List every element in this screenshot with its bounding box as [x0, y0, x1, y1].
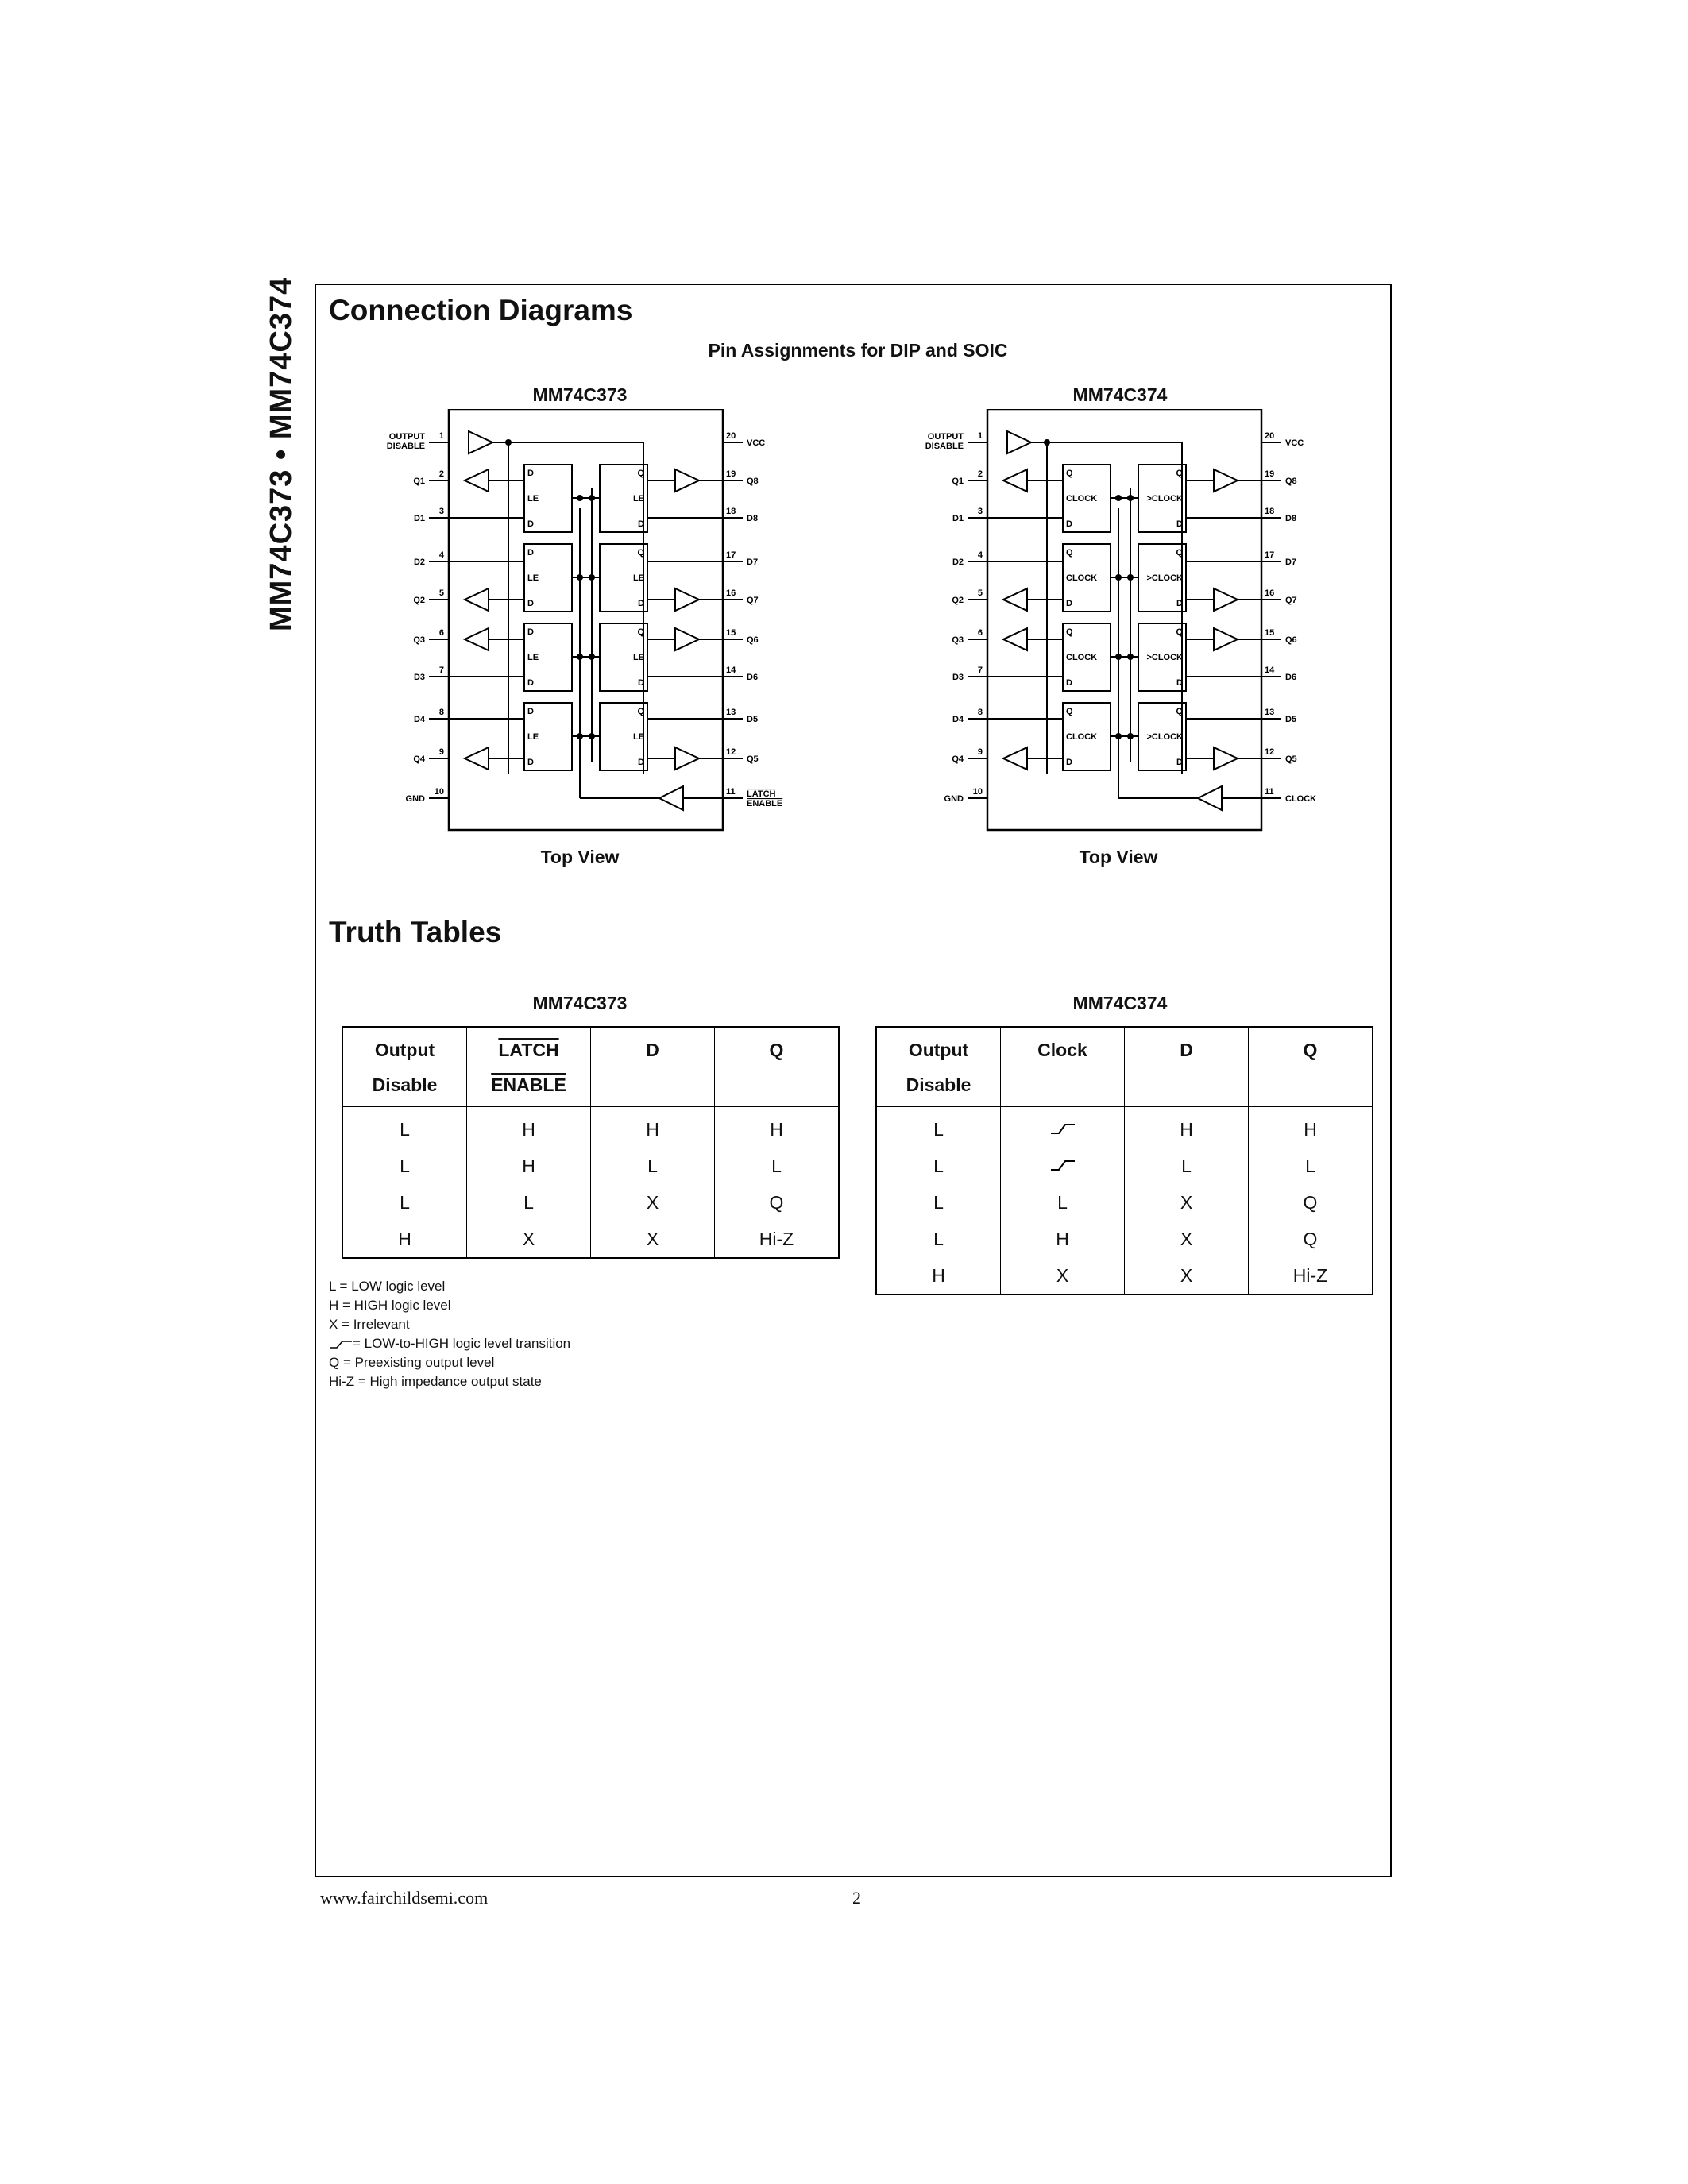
diagram-374-view-label: Top View: [1079, 847, 1158, 867]
pin-label: D3: [952, 673, 964, 682]
table-374-title: MM74C374: [1072, 993, 1168, 1013]
pinout-diagram-mm74c373: [373, 409, 818, 842]
pin-number: 2: [977, 469, 983, 479]
pin-label: D3: [413, 673, 425, 682]
footer-page-number: 2: [852, 1888, 861, 1908]
cell-label: D: [527, 707, 534, 716]
pin-number: 17: [726, 550, 736, 560]
output-buffer-symbol: [465, 588, 489, 611]
pin-number: 14: [1265, 666, 1275, 675]
table-row: L H H: [876, 1106, 1373, 1148]
pin-label: Q7: [1285, 596, 1297, 605]
output-buffer-symbol: [465, 628, 489, 650]
output-buffer-symbol: [1003, 628, 1027, 650]
pin-label: Q6: [747, 635, 759, 645]
rising-edge-icon: [1001, 1106, 1125, 1148]
table-row: H X X Hi-Z: [876, 1257, 1373, 1295]
pin-number: 10: [434, 787, 444, 797]
junction-dot: [1115, 495, 1122, 501]
pin-number: 20: [1265, 431, 1275, 441]
output-buffer-symbol: [675, 747, 699, 770]
legend-item: L = LOW logic level: [329, 1279, 446, 1294]
table-header-row: [876, 1027, 1373, 1106]
pin-label: Q3: [413, 635, 425, 645]
table-header-row: [342, 1027, 839, 1106]
cell-label: D: [1176, 519, 1183, 529]
pin-label: DISABLE: [386, 442, 425, 451]
legend-item: Hi-Z = High impedance output state: [329, 1374, 542, 1389]
pin-number: 6: [977, 628, 983, 638]
pin-number: 15: [1265, 628, 1275, 638]
junction-dot: [577, 654, 583, 660]
pin-number: 16: [726, 588, 736, 598]
cell-label: >CLOCK: [1146, 573, 1183, 583]
table-row: L H H H: [342, 1106, 839, 1148]
pin-number: 16: [1265, 588, 1275, 598]
heading-truth-tables: Truth Tables: [329, 916, 502, 948]
diagram-374-title: MM74C374: [1072, 384, 1168, 405]
output-buffer-symbol: [1214, 588, 1238, 611]
cell-label: D: [527, 599, 534, 608]
header-d: D: [591, 1027, 715, 1106]
cell-label: Q: [1066, 707, 1073, 716]
junction-dot: [577, 574, 583, 581]
pin-number: 11: [1265, 787, 1274, 797]
header-output-disable: Output Disable: [342, 1027, 467, 1106]
pin-label: Q6: [1285, 635, 1297, 645]
pin-number: 12: [726, 747, 736, 757]
output-buffer-symbol: [1214, 747, 1238, 770]
cell-label: CLOCK: [1066, 653, 1098, 662]
pin-number: 2: [438, 469, 444, 479]
pinout-diagram-mm74c374: [912, 409, 1357, 842]
legend-item: X = Irrelevant: [329, 1317, 410, 1332]
pin-number: 7: [438, 666, 444, 675]
output-buffer-symbol: [1003, 588, 1027, 611]
diagram-373-title: MM74C373: [532, 384, 628, 405]
pin-number: 13: [1265, 708, 1275, 717]
pin-number: 18: [1265, 507, 1275, 516]
heading-connection-diagrams: Connection Diagrams: [329, 294, 633, 326]
cell-label: LE: [632, 732, 644, 742]
pin-number: 6: [438, 628, 444, 638]
pin-label: D7: [1285, 558, 1297, 567]
buffer-symbol: [659, 786, 683, 810]
cell-label: D: [1066, 758, 1072, 767]
pin-number: 15: [726, 628, 736, 638]
pin-label: Q2: [413, 596, 425, 605]
cell-label: D: [638, 758, 644, 767]
pin-label: GND: [405, 794, 425, 804]
pin-label: Q5: [1285, 754, 1297, 764]
pin-number: 1: [438, 431, 444, 441]
cell-label: D: [527, 758, 534, 767]
cell-label: LE: [632, 653, 644, 662]
pin-number: 20: [726, 431, 736, 441]
header-d: D: [1125, 1027, 1249, 1106]
pin-number: 19: [1265, 469, 1275, 479]
pin-label: D1: [952, 514, 964, 523]
pin-number: 4: [977, 550, 983, 560]
cell-label: D: [527, 548, 534, 558]
table-row: L L X Q: [342, 1184, 839, 1221]
truth-table-legend: [329, 1277, 570, 1391]
cell-label: CLOCK: [1066, 494, 1098, 504]
cell-label: LE: [527, 573, 539, 583]
pin-label: D2: [952, 558, 964, 567]
cell-label: CLOCK: [1066, 573, 1098, 583]
pin-label: D4: [413, 715, 425, 724]
truth-table-mm74c373: [342, 1026, 840, 1259]
cell-label: D: [1176, 758, 1183, 767]
pin-label: Q4: [413, 754, 425, 764]
pin-number: 5: [438, 588, 444, 598]
cell-label: D: [527, 519, 534, 529]
output-buffer-symbol: [1214, 628, 1238, 650]
header-clock: Clock: [1001, 1027, 1125, 1106]
pin-number: 12: [1265, 747, 1275, 757]
pin-label: CLOCK: [1285, 794, 1317, 804]
pin-number: 14: [726, 666, 736, 675]
cell-label: D: [527, 627, 534, 637]
table-row: H X X Hi-Z: [342, 1221, 839, 1258]
pin-number: 7: [977, 666, 983, 675]
pin-label: Q8: [747, 477, 759, 486]
cell-label: Q: [1066, 469, 1073, 478]
pin-number: 17: [1265, 550, 1275, 560]
legend-item: = LOW-to-HIGH logic level transition: [329, 1334, 570, 1353]
pin-label: LATCH: [747, 789, 776, 799]
cell-label: D: [638, 519, 644, 529]
pin-label: Q5: [747, 754, 759, 764]
cell-label: >CLOCK: [1146, 494, 1183, 504]
cell-label: Q: [637, 469, 644, 478]
output-buffer-symbol: [465, 747, 489, 770]
side-part-title: MM74C373 • MM74C374: [265, 276, 298, 631]
output-buffer-symbol: [465, 469, 489, 492]
junction-dot: [1115, 733, 1122, 739]
header-latch-enable: LATCH ENABLE: [467, 1027, 591, 1106]
pin-label: Q2: [952, 596, 964, 605]
cell-label: >CLOCK: [1146, 653, 1183, 662]
pin-number: 4: [438, 550, 444, 560]
rising-edge-icon: [1001, 1148, 1125, 1184]
output-buffer-symbol: [1003, 747, 1027, 770]
cell-label: D: [1066, 678, 1072, 688]
buffer-symbol: [1198, 786, 1222, 810]
cell-label: Q: [1176, 548, 1183, 558]
output-buffer-symbol: [675, 628, 699, 650]
cell-label: >CLOCK: [1146, 732, 1183, 742]
pin-label: D6: [1285, 673, 1297, 682]
legend-item: Q = Preexisting output level: [329, 1355, 495, 1370]
pin-number: 10: [972, 787, 983, 797]
cell-label: LE: [632, 494, 644, 504]
pin-label: Q7: [747, 596, 759, 605]
pin-number: 1: [977, 431, 983, 441]
pin-label: D5: [1285, 715, 1297, 724]
cell-label: Q: [637, 707, 644, 716]
cell-label: LE: [527, 494, 539, 504]
pin-label: OUTPUT: [388, 432, 425, 442]
pin-number: 13: [726, 708, 736, 717]
pin-number: 19: [726, 469, 736, 479]
buffer-symbol: [469, 431, 492, 453]
cell-label: Q: [1066, 627, 1073, 637]
pin-label: D7: [747, 558, 759, 567]
pin-number: 5: [977, 588, 983, 598]
pin-label: VCC: [1285, 438, 1304, 448]
junction-dot: [1115, 574, 1122, 581]
pin-number: 8: [977, 708, 983, 717]
pin-label: Q8: [1285, 477, 1297, 486]
pin-number: 8: [438, 708, 444, 717]
table-row: L L X Q: [876, 1184, 1373, 1221]
junction-dot: [577, 733, 583, 739]
cell-label: D: [1176, 678, 1183, 688]
cell-label: Q: [637, 627, 644, 637]
pin-label: Q1: [413, 477, 425, 486]
pin-label: D4: [952, 715, 964, 724]
cell-label: Q: [1176, 469, 1183, 478]
cell-label: D: [527, 678, 534, 688]
rising-edge-icon: [329, 1336, 353, 1351]
output-buffer-symbol: [1214, 469, 1238, 492]
buffer-symbol: [1007, 431, 1031, 453]
pin-label: D2: [413, 558, 425, 567]
cell-label: LE: [632, 573, 644, 583]
pin-assignments-caption: Pin Assignments for DIP and SOIC: [708, 340, 1008, 361]
pin-label: D1: [413, 514, 425, 523]
pin-label: Q1: [952, 477, 964, 486]
cell-label: Q: [1176, 707, 1183, 716]
cell-label: D: [1066, 519, 1072, 529]
cell-label: D: [1176, 599, 1183, 608]
pin-label: ENABLE: [747, 799, 783, 808]
cell-label: D: [638, 678, 644, 688]
table-row: L H X Q: [876, 1221, 1373, 1257]
pin-number: 18: [726, 507, 736, 516]
pin-label: Q4: [952, 754, 964, 764]
table-row: L H L L: [342, 1148, 839, 1184]
cell-label: D: [527, 469, 534, 478]
header-output-disable: Output Disable: [876, 1027, 1001, 1106]
pin-label: D8: [1285, 514, 1297, 523]
pin-label: OUTPUT: [927, 432, 964, 442]
output-buffer-symbol: [675, 588, 699, 611]
pin-number: 3: [438, 507, 444, 516]
cell-label: LE: [527, 732, 539, 742]
pin-label: D5: [747, 715, 759, 724]
pin-label: D6: [747, 673, 759, 682]
cell-label: Q: [1066, 548, 1073, 558]
header-q: Q: [715, 1027, 840, 1106]
output-buffer-symbol: [675, 469, 699, 492]
pin-label: Q3: [952, 635, 964, 645]
pin-number: 9: [438, 747, 444, 757]
cell-label: CLOCK: [1066, 732, 1098, 742]
pin-label: GND: [944, 794, 964, 804]
pin-number: 11: [726, 787, 736, 797]
header-q: Q: [1249, 1027, 1373, 1106]
cell-label: Q: [637, 548, 644, 558]
legend-item: H = HIGH logic level: [329, 1298, 451, 1313]
pin-number: 3: [977, 507, 983, 516]
cell-label: D: [638, 599, 644, 608]
pin-label: VCC: [747, 438, 766, 448]
diagram-373-view-label: Top View: [540, 847, 620, 867]
pin-label: D8: [747, 514, 759, 523]
cell-label: LE: [527, 653, 539, 662]
table-373-title: MM74C373: [532, 993, 628, 1013]
junction-dot: [1115, 654, 1122, 660]
pin-label: DISABLE: [925, 442, 964, 451]
junction-dot: [577, 495, 583, 501]
footer-url: www.fairchildsemi.com: [320, 1888, 489, 1908]
cell-label: Q: [1176, 627, 1183, 637]
truth-table-mm74c374: [875, 1026, 1373, 1295]
table-row: L L L: [876, 1148, 1373, 1184]
pin-number: 9: [977, 747, 983, 757]
output-buffer-symbol: [1003, 469, 1027, 492]
cell-label: D: [1066, 599, 1072, 608]
